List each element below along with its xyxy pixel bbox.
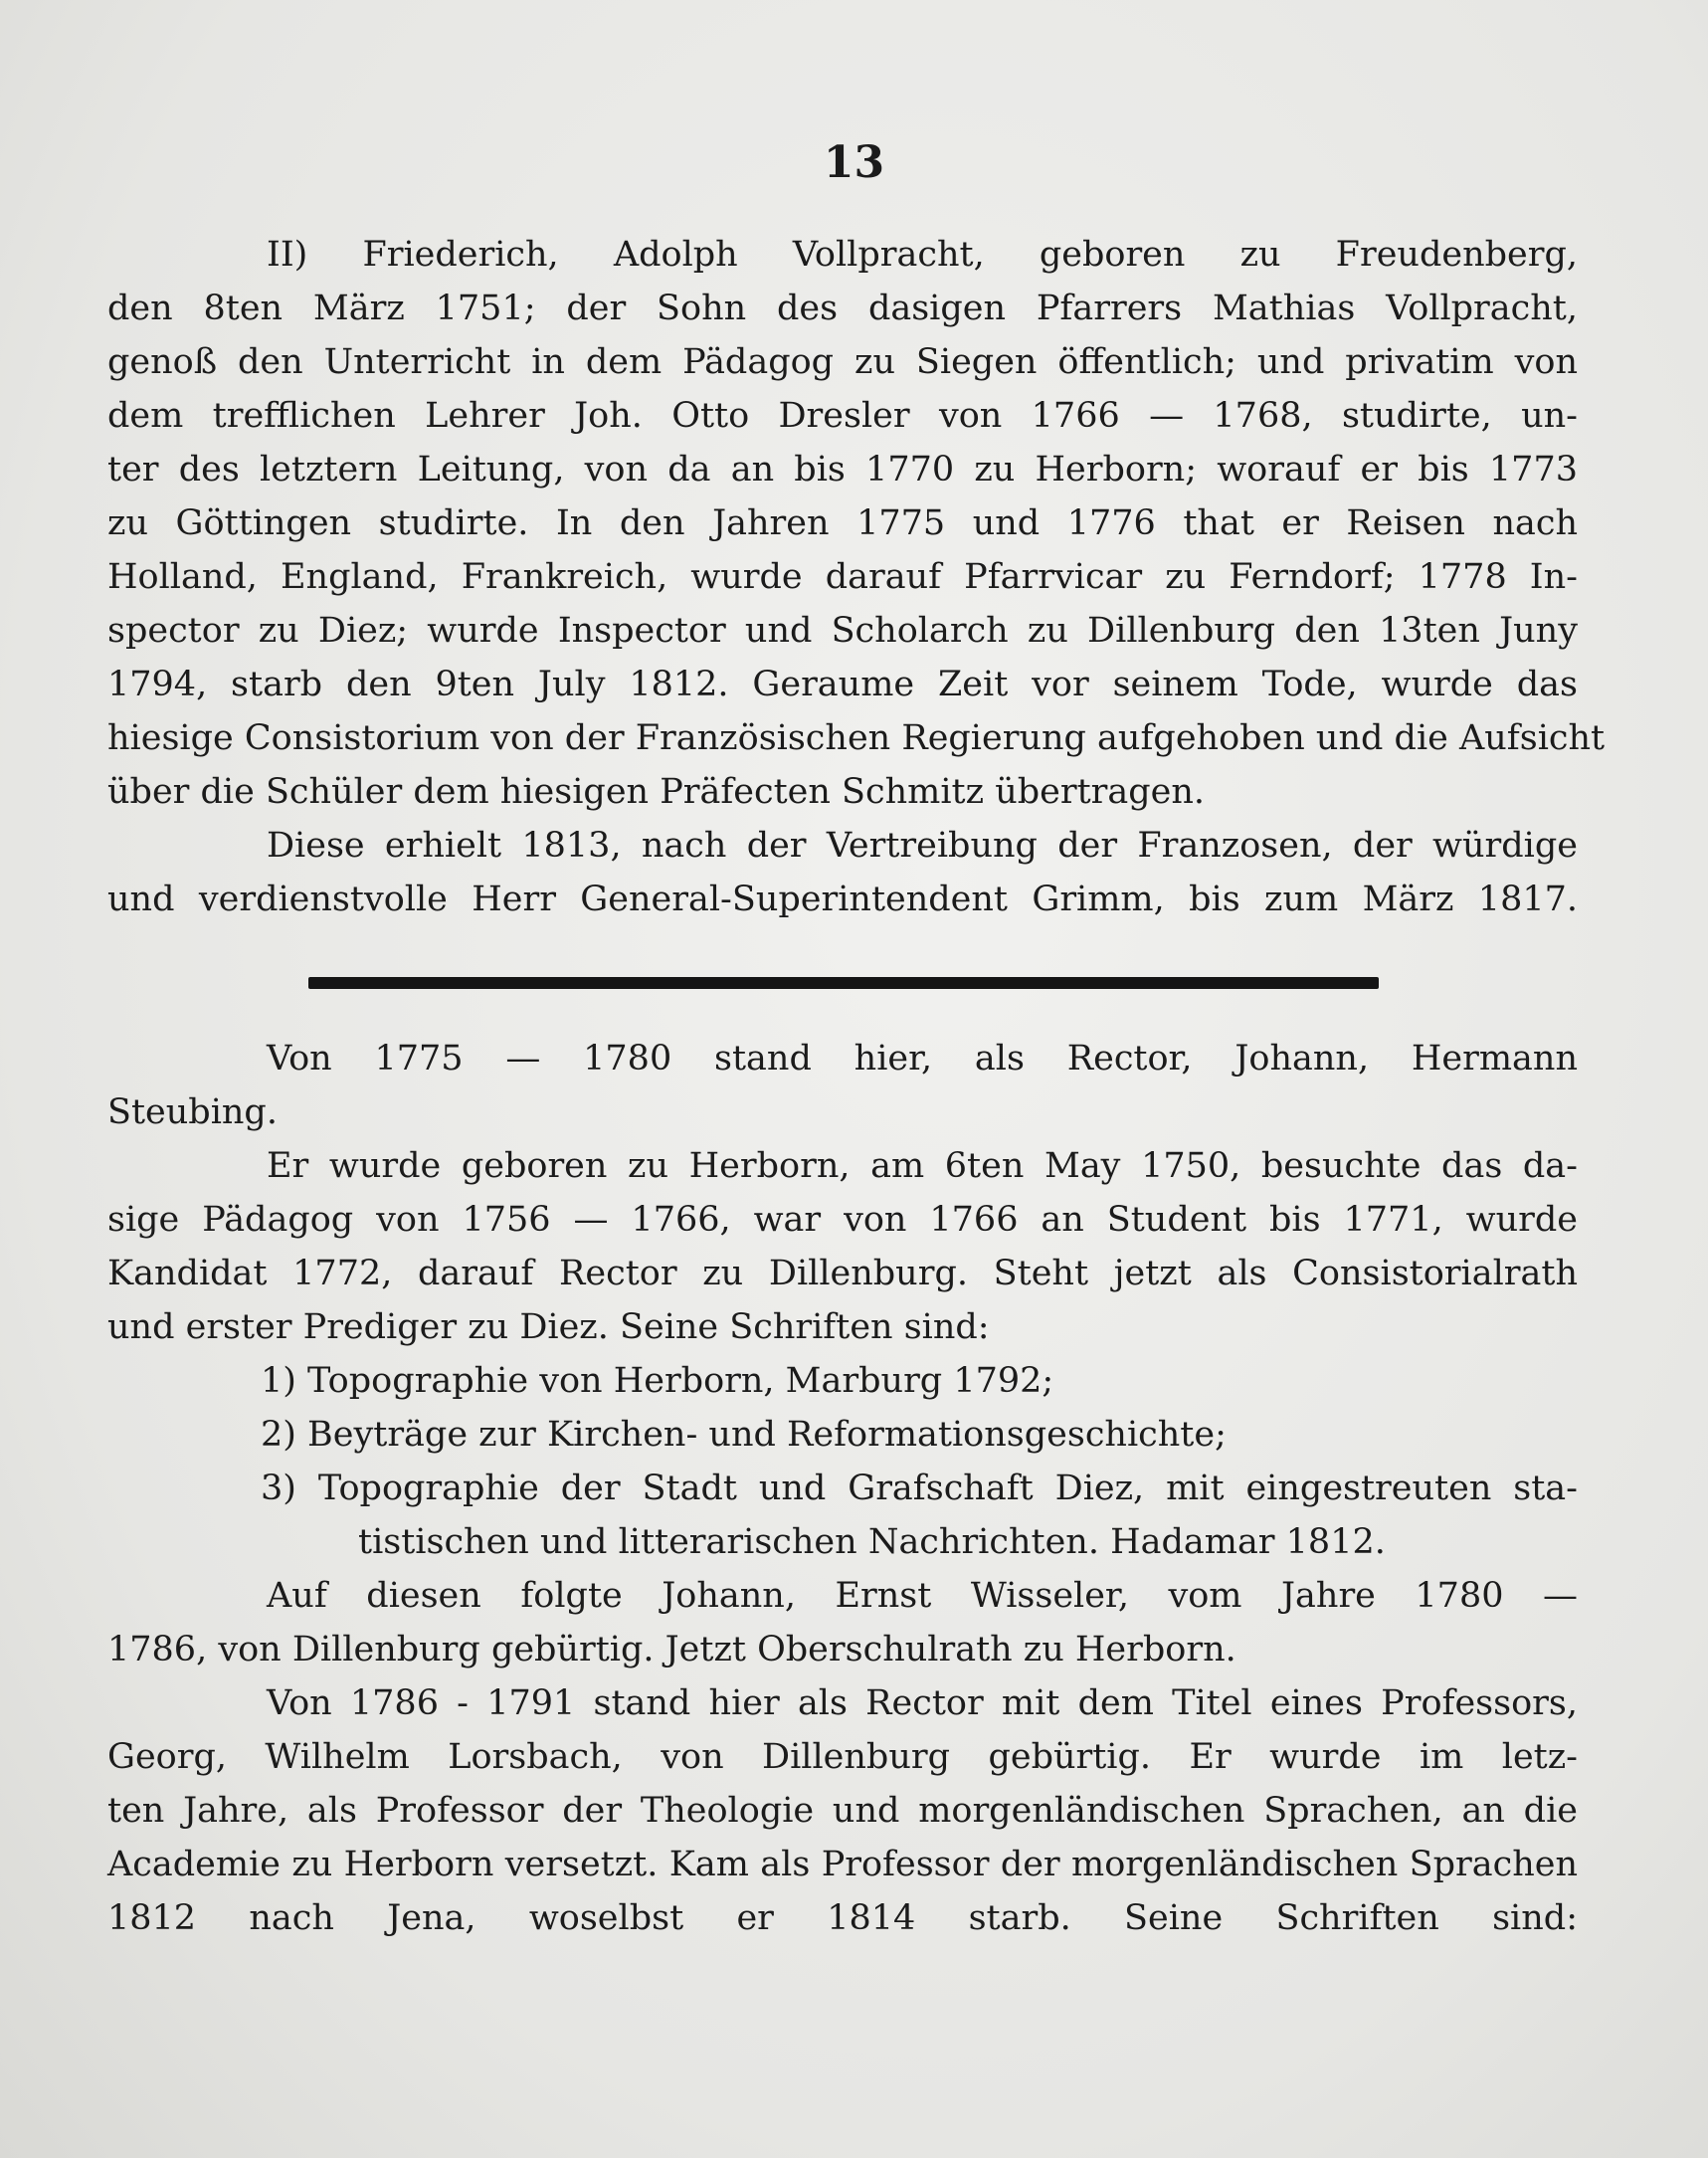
list-item: 3) Topographie der Stadt und Grafschaft Diez, mit eingestreuten sta- [261,1469,1578,1508]
text-line: Von 1786 - 1791 stand hier als Rector mit dem Titel eines Professors, [267,1683,1578,1723]
text-line: Steubing. [107,1092,278,1132]
text-line: hiesige Consistorium von der Französischen Regierung aufgehoben und die Aufsicht [107,718,1606,758]
text-line: Von 1775 — 1780 stand hier, als Rector, Johann, Hermann [267,1039,1578,1079]
text-line: Auf diesen folgte Johann, Ernst Wisseler, vom Jahre 1780 — [267,1576,1578,1616]
text-line: und erster Prediger zu Diez. Seine Schriften sind: [107,1307,990,1347]
text-line: Er wurde geboren zu Herborn, am 6ten May 1750, besuchte das da- [267,1146,1578,1186]
text-line: Holland, England, Frankreich, wurde darauf Pfarrvicar zu Ferndorf; 1778 In- [107,557,1578,597]
text-line: Academie zu Herborn versetzt. Kam als Professor der morgenländischen Sprachen [107,1845,1578,1884]
text-line: 1812 nach Jena, woselbst er 1814 starb. Seine Schriften sind: [107,1898,1578,1938]
text-line: 1786, von Dillenburg gebürtig. Jetzt Oberschulrath zu Herborn. [107,1630,1236,1669]
list-item: 2) Beyträge zur Kirchen- und Reformationsgeschichte; [261,1415,1227,1455]
text-line: ter des letztern Leitung, von da an bis 1770 zu Herborn; worauf er bis 1773 [107,450,1578,490]
text-line: genoß den Unterricht in dem Pädagog zu Siegen öffentlich; und privatim von [107,342,1578,382]
text-line: ten Jahre, als Professor der Theologie und morgenländischen Sprachen, an die [107,1791,1578,1831]
text-line: sige Pädagog von 1756 — 1766, war von 1766 an Student bis 1771, wurde [107,1200,1578,1240]
text-line: über die Schüler dem hiesigen Präfecten Schmitz übertragen. [107,772,1206,812]
text-line: II) Friederich, Adolph Vollpracht, geboren zu Freudenberg, [267,235,1578,275]
text-line: 1794, starb den 9ten July 1812. Geraume Zeit vor seinem Tode, wurde das [107,665,1578,704]
list-item-continuation: tistischen und litterarischen Nachrichten. Hadamar 1812. [358,1522,1386,1562]
text-line: den 8ten März 1751; der Sohn des dasigen Pfarrers Mathias Vollpracht, [107,289,1578,328]
text-line: Diese erhielt 1813, nach der Vertreibung der Franzosen, der würdige [267,826,1578,866]
section-divider [308,977,1379,989]
text-line: spector zu Diez; wurde Inspector und Scholarch zu Dillenburg den 13ten Juny [107,611,1578,651]
text-line: dem trefflichen Lehrer Joh. Otto Dresler von 1766 — 1768, studirte, un- [107,396,1578,436]
text-line: Georg, Wilhelm Lorsbach, von Dillenburg gebürtig. Er wurde im letz- [107,1737,1578,1777]
text-line: zu Göttingen studirte. In den Jahren 1775 und 1776 that er Reisen nach [107,503,1578,543]
text-line: und verdienstvolle Herr General-Superintendent Grimm, bis zum März 1817. [107,880,1578,919]
page-number: 13 [823,137,885,188]
text-line: Kandidat 1772, darauf Rector zu Dillenburg. Steht jetzt als Consistorialrath [107,1254,1578,1293]
list-item: 1) Topographie von Herborn, Marburg 1792; [261,1361,1054,1401]
